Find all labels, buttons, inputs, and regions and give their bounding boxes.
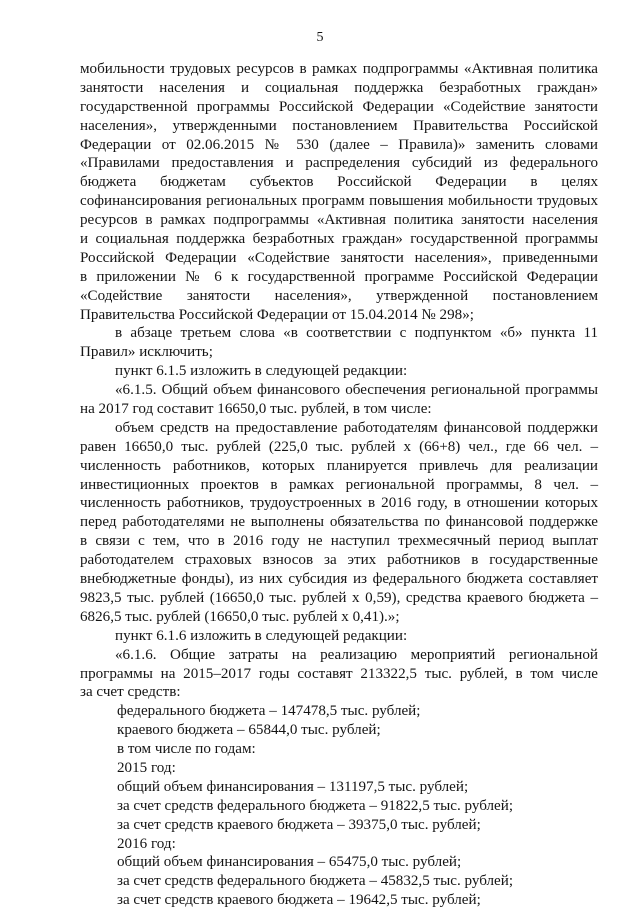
document-body [80,60,598,910]
text-line: численность работников, которых планируется привлечь для реализации [80,457,598,474]
text-line: «6.1.6. Общие затраты на реализацию мероприятий региональной [115,646,598,663]
text-line: 6826,5 тыс. рублей (16650,0 тыс. рублей х 0,41).»; [80,608,400,625]
text-line: софинансирования региональных программ повышения мобильности трудовых [80,193,598,210]
text-line: в связи с тем, что в 2016 году не наступил трехмесячный период выплат [80,533,598,550]
text-line: населения», утвержденными постановлением Правительства Российской [80,117,598,134]
text-line: краевого бюджета – 65844,0 тыс. рублей; [117,722,381,739]
text-line: в абзаце третьем слова «в соответствии с подпунктом «б» пункта 11 [115,325,598,342]
text-line: перед работодателями не выполнены обязательства по финансовой поддержке [80,514,598,531]
text-line: Российской Федерации «Содействие занятости населения», приведенными [80,249,598,266]
text-line: пункт 6.1.5 изложить в следующей редакции: [115,363,408,380]
text-line: объем средств на предоставление работодателям финансовой поддержки [115,419,598,436]
text-line: численность работников, трудоустроенных в 2016 году, в отношении которых [80,495,598,512]
text-line: мобильности трудовых ресурсов в рамках подпрограммы «Активная политика [80,61,598,77]
text-line: за счет средств краевого бюджета – 39375,0 тыс. рублей; [117,816,481,833]
text-line: за счет средств федерального бюджета – 91822,5 тыс. рублей; [117,797,514,814]
text-line: инвестиционных проектов в рамках региональной программы, 8 чел. – [80,476,598,493]
page-number: 5 [316,30,324,45]
text-line: в приложении № 6 к государственной программе Российской Федерации [80,268,598,285]
text-line: внебюджетные фонды), из них субсидия из федерального бюджета составляет [80,571,598,588]
text-line: на 2017 год составит 16650,0 тыс. рублей, в том числе: [80,401,432,418]
text-line: общий объем финансирования – 131197,5 тыс. рублей; [117,778,469,795]
text-line: за счет средств федерального бюджета – 45832,5 тыс. рублей; [117,873,514,890]
text-line: 2015 год: [117,759,176,776]
text-line: 2016 год: [117,835,176,852]
text-line: за счет средств краевого бюджета – 19642,5 тыс. рублей; [117,892,481,909]
text-line: Правил» исключить; [80,344,213,361]
text-line: государственной программы Российской Федерации «Содействие занятости [80,98,598,115]
text-line: равен 16650,0 тыс. рублей (225,0 тыс. рублей х (66+8) чел., где 66 чел. – [80,438,598,455]
text-line: программы на 2015–2017 годы составят 213322,5 тыс. рублей, в том числе [80,665,598,682]
text-line: работодателем страховых взносов за этих работников в государственные [80,552,598,569]
text-line: за счет средств: [80,684,181,701]
text-line: занятости населения и социальная поддержка безработных граждан» [80,79,598,96]
text-line: общий объем финансирования – 65475,0 тыс. рублей; [117,854,462,871]
text-line: федерального бюджета – 147478,5 тыс. рублей; [117,703,421,720]
text-line: в том числе по годам: [117,741,256,758]
text-line: ресурсов в рамках подпрограммы «Активная политика занятости населения [80,212,598,229]
text-line: и социальная поддержка безработных граждан» государственной программы [80,231,598,248]
text-line: «Правилами предоставления и распределения субсидий из федерального [80,155,598,172]
text-line: Правительства Российской Федерации от 15.04.2014 № 298»; [80,306,474,323]
text-line: 9823,5 тыс. рублей (16650,0 тыс. рублей х 0,59), средства краевого бюджета – [80,589,598,606]
text-line: бюджета бюджетам субъектов Российской Федерации в целях [80,174,598,191]
text-line: пункт 6.1.6 изложить в следующей редакции: [115,627,408,644]
text-line: «Содействие занятости населения», утвержденной постановлением [80,287,598,304]
text-line: «6.1.5. Общий объем финансового обеспечения региональной программы [115,382,598,399]
text-line: Федерации от 02.06.2015 № 530 (далее – Правила)» заменить словами [80,136,598,153]
